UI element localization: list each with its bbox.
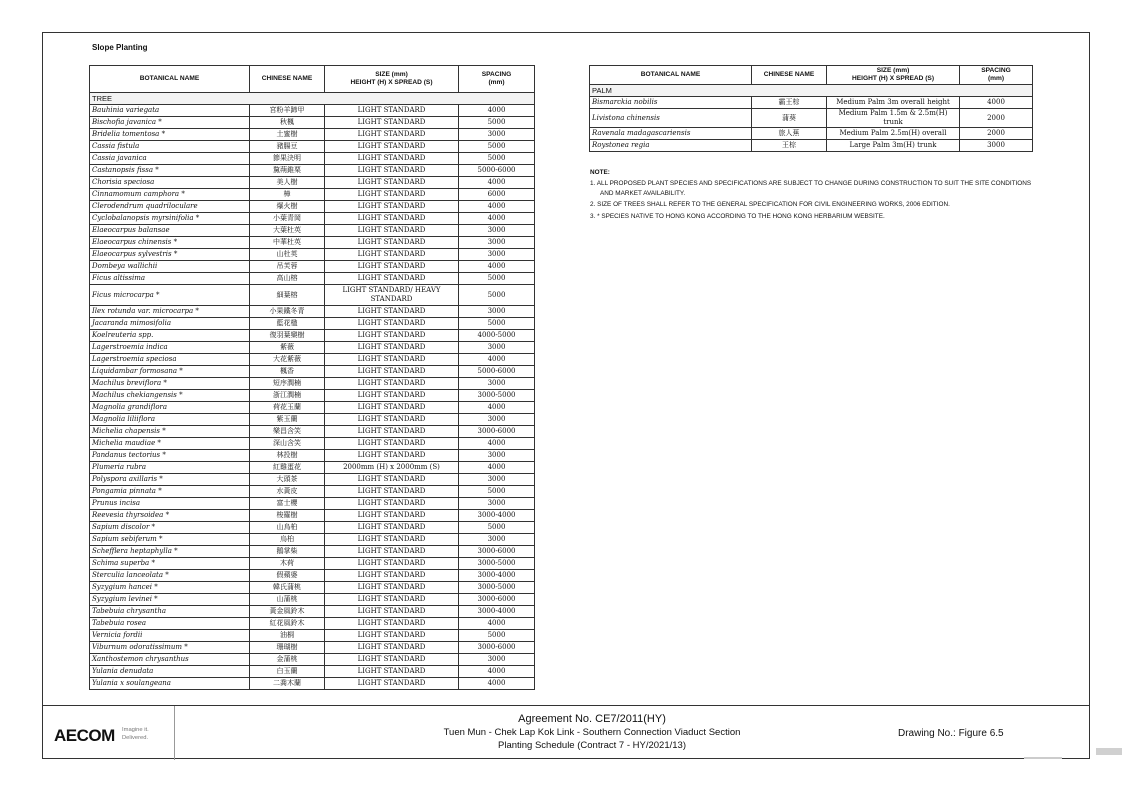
chinese-name-cell: 富士櫻 [250, 498, 325, 510]
size-cell: LIGHT STANDARD [325, 261, 459, 273]
botanical-name-cell: Ravenala madagascariensis [590, 128, 752, 140]
tree-row [90, 165, 535, 177]
chinese-name-cell: 紅花風鈴木 [250, 618, 325, 630]
palm-row [590, 109, 1033, 128]
botanical-name-cell: Cassia javanica [90, 153, 250, 165]
botanical-name-cell: Prunus incisa [90, 498, 250, 510]
page-title: Slope Planting [92, 43, 148, 52]
chinese-name-cell: 王棕 [752, 140, 827, 152]
size-cell: LIGHT STANDARD [325, 558, 459, 570]
scale-mark [1024, 757, 1062, 759]
group-row-palm: PALM [590, 85, 1033, 97]
chinese-name-cell: 豬腸豆 [250, 141, 325, 153]
spacing-cell: 3000 [459, 378, 535, 390]
spacing-cell: 3000-6000 [459, 642, 535, 654]
tree-row [90, 129, 535, 141]
botanical-name-cell: Dombeya wallichii [90, 261, 250, 273]
chinese-name-cell: 大葉杜英 [250, 225, 325, 237]
tree-row [90, 570, 535, 582]
tree-row [90, 522, 535, 534]
tree-row [90, 390, 535, 402]
col-botanical: BOTANICAL NAME [590, 66, 752, 85]
size-cell: LIGHT STANDARD [325, 306, 459, 318]
tree-row [90, 330, 535, 342]
col-spacing: SPACING (mm) [459, 66, 535, 93]
botanical-name-cell: Schima superba * [90, 558, 250, 570]
chinese-name-cell: 山烏桕 [250, 522, 325, 534]
size-cell: LIGHT STANDARD [325, 522, 459, 534]
notes-title: NOTE: [590, 169, 610, 176]
tree-row [90, 141, 535, 153]
tree-row [90, 510, 535, 522]
botanical-name-cell: Ficus altissima [90, 273, 250, 285]
spacing-cell: 4000 [459, 201, 535, 213]
size-cell: LIGHT STANDARD [325, 606, 459, 618]
tree-row [90, 117, 535, 129]
spacing-cell: 4000 [459, 402, 535, 414]
spacing-cell: 5000 [459, 486, 535, 498]
botanical-name-cell: Syzygium hancei * [90, 582, 250, 594]
botanical-name-cell: Polyspora axillaris * [90, 474, 250, 486]
chinese-name-cell: 二喬木蘭 [250, 678, 325, 690]
agreement-number: Agreement No. CE7/2011(HY) [518, 713, 666, 725]
spacing-cell: 5000 [459, 285, 535, 306]
botanical-name-cell: Sapium discolor * [90, 522, 250, 534]
size-cell: LIGHT STANDARD [325, 165, 459, 177]
chinese-name-cell: 林投樹 [250, 450, 325, 462]
col-size: SIZE (mm) HEIGHT (H) X SPREAD (S) [325, 66, 459, 93]
chinese-name-cell: 大花紫薇 [250, 354, 325, 366]
tree-row [90, 594, 535, 606]
botanical-name-cell: Ilex rotunda var. microcarpa * [90, 306, 250, 318]
chinese-name-cell: 樟 [250, 189, 325, 201]
size-cell: LIGHT STANDARD [325, 438, 459, 450]
botanical-name-cell: Magnolia liliiflora [90, 414, 250, 426]
botanical-name-cell: Chorisia speciosa [90, 177, 250, 189]
botanical-name-cell: Pongamia pinnata * [90, 486, 250, 498]
tree-row [90, 630, 535, 642]
tree-row [90, 318, 535, 330]
size-cell: LIGHT STANDARD [325, 213, 459, 225]
chinese-name-cell: 宮粉羊蹄甲 [250, 105, 325, 117]
spacing-cell: 3000 [459, 306, 535, 318]
chinese-name-cell: 韓氏蒲桃 [250, 582, 325, 594]
tree-row [90, 534, 535, 546]
project-name: Tuen Mun - Chek Lap Kok Link - Southern Connection Viaduct Section [443, 727, 741, 738]
size-cell: LIGHT STANDARD [325, 642, 459, 654]
botanical-name-cell: Elaeocarpus chinensis * [90, 237, 250, 249]
chinese-name-cell: 節果決明 [250, 153, 325, 165]
col-botanical: BOTANICAL NAME [90, 66, 250, 93]
chinese-name-cell: 金蒲桃 [250, 654, 325, 666]
chinese-name-cell: 水黃皮 [250, 486, 325, 498]
spacing-cell: 4000 [960, 97, 1033, 109]
tree-row [90, 666, 535, 678]
size-cell: LIGHT STANDARD [325, 117, 459, 129]
chinese-name-cell: 鵝掌柴 [250, 546, 325, 558]
size-cell: LIGHT STANDARD [325, 666, 459, 678]
tree-row [90, 438, 535, 450]
size-cell: LIGHT STANDARD [325, 153, 459, 165]
spacing-cell: 5000 [459, 522, 535, 534]
size-cell: Medium Palm 2.5m(H) overall [827, 128, 960, 140]
botanical-name-cell: Schefflera heptaphylla * [90, 546, 250, 558]
spacing-cell: 4000 [459, 618, 535, 630]
size-cell: LIGHT STANDARD [325, 570, 459, 582]
spacing-cell: 3000 [459, 474, 535, 486]
spacing-cell: 3000-5000 [459, 390, 535, 402]
botanical-name-cell: Liquidambar formosana * [90, 366, 250, 378]
chinese-name-cell: 爆火樹 [250, 201, 325, 213]
chinese-name-cell: 油桐 [250, 630, 325, 642]
tree-row [90, 354, 535, 366]
tree-row [90, 606, 535, 618]
chinese-name-cell: 珊瑚樹 [250, 642, 325, 654]
chinese-name-cell: 山蒲桃 [250, 594, 325, 606]
size-cell: LIGHT STANDARD [325, 237, 459, 249]
botanical-name-cell: Lagerstroemia indica [90, 342, 250, 354]
size-cell: LIGHT STANDARD [325, 249, 459, 261]
title-block [42, 705, 1090, 760]
botanical-name-cell: Syzygium levinei * [90, 594, 250, 606]
size-cell: LIGHT STANDARD [325, 618, 459, 630]
drawing-number: Drawing No.: Figure 6.5 [898, 728, 1004, 739]
col-chinese: CHINESE NAME [752, 66, 827, 85]
chinese-name-cell: 短序潤楠 [250, 378, 325, 390]
tree-table-header [90, 66, 535, 93]
botanical-name-cell: Clerodendrum quadriloculare [90, 201, 250, 213]
size-cell: LIGHT STANDARD [325, 330, 459, 342]
chinese-name-cell: 秋楓 [250, 117, 325, 129]
chinese-name-cell: 小果鐵冬青 [250, 306, 325, 318]
tree-row [90, 678, 535, 690]
spacing-cell: 5000 [459, 153, 535, 165]
tree-row [90, 642, 535, 654]
spacing-cell: 6000 [459, 189, 535, 201]
botanical-name-cell: Vernicia fordii [90, 630, 250, 642]
size-cell: LIGHT STANDARD [325, 546, 459, 558]
size-cell: LIGHT STANDARD [325, 141, 459, 153]
size-cell: LIGHT STANDARD [325, 486, 459, 498]
botanical-name-cell: Roystonea regia [590, 140, 752, 152]
chinese-name-cell: 紫薇 [250, 342, 325, 354]
spacing-cell: 4000 [459, 261, 535, 273]
chinese-name-cell: 假蘋婆 [250, 570, 325, 582]
chinese-name-cell: 烏桕 [250, 534, 325, 546]
tree-row [90, 189, 535, 201]
spacing-cell: 5000 [459, 630, 535, 642]
title-block-divider [174, 706, 175, 760]
size-cell: LIGHT STANDARD [325, 129, 459, 141]
chinese-name-cell: 土蜜樹 [250, 129, 325, 141]
size-cell: LIGHT STANDARD [325, 474, 459, 486]
botanical-name-cell: Cassia fistula [90, 141, 250, 153]
spacing-cell: 3000 [459, 237, 535, 249]
tree-row [90, 273, 535, 285]
botanical-name-cell: Cyclobalanopsis myrsinifolia * [90, 213, 250, 225]
botanical-name-cell: Tabebuia rosea [90, 618, 250, 630]
spacing-cell: 3000 [459, 534, 535, 546]
size-cell: LIGHT STANDARD [325, 678, 459, 690]
size-cell: LIGHT STANDARD [325, 105, 459, 117]
botanical-name-cell: Bauhinia variegata [90, 105, 250, 117]
botanical-name-cell: Magnolia grandiflora [90, 402, 250, 414]
spacing-cell: 5000-6000 [459, 165, 535, 177]
spacing-cell: 2000 [960, 128, 1033, 140]
spacing-cell: 3000-5000 [459, 582, 535, 594]
size-cell: LIGHT STANDARD/ HEAVY STANDARD [325, 285, 459, 306]
botanical-name-cell: Livistona chinensis [590, 109, 752, 128]
chinese-name-cell: 旅人蕉 [752, 128, 827, 140]
botanical-name-cell: Elaeocarpus balansae [90, 225, 250, 237]
chinese-name-cell: 木荷 [250, 558, 325, 570]
note-3: 3. * SPECIES NATIVE TO HONG KONG ACCORDING TO THE HONG KONG HERBARIUM WEBSITE. [590, 212, 885, 220]
size-cell: LIGHT STANDARD [325, 318, 459, 330]
palm-row [590, 140, 1033, 152]
schedule-name: Planting Schedule (Contract 7 - HY/2021/13) [498, 740, 686, 751]
spacing-cell: 5000-6000 [459, 366, 535, 378]
botanical-name-cell: Bridelia tomentosa * [90, 129, 250, 141]
tree-row [90, 498, 535, 510]
tree-row [90, 414, 535, 426]
size-cell: Large Palm 3m(H) trunk [827, 140, 960, 152]
note-1-continued: AND MARKET AVAILABILITY. [600, 189, 686, 197]
spacing-cell: 4000 [459, 354, 535, 366]
chinese-name-cell: 白玉蘭 [250, 666, 325, 678]
chinese-name-cell: 紫玉蘭 [250, 414, 325, 426]
botanical-name-cell: Sterculia lanceolata * [90, 570, 250, 582]
botanical-name-cell: Viburnum odoratissimum * [90, 642, 250, 654]
note-2: 2. SIZE OF TREES SHALL REFER TO THE GENERAL SPECIFICATION FOR CIVIL ENGINEERING WORKS, 2006 EDITION. [590, 201, 950, 208]
size-cell: LIGHT STANDARD [325, 342, 459, 354]
spacing-cell: 3000 [459, 342, 535, 354]
botanical-name-cell: Michelia chapensis * [90, 426, 250, 438]
botanical-name-cell: Yulania denudata [90, 666, 250, 678]
size-cell: LIGHT STANDARD [325, 402, 459, 414]
chinese-name-cell: 高山榕 [250, 273, 325, 285]
chinese-name-cell: 荷花玉蘭 [250, 402, 325, 414]
botanical-name-cell: Reevesia thyrsoidea * [90, 510, 250, 522]
size-cell: LIGHT STANDARD [325, 534, 459, 546]
botanical-name-cell: Tabebuia chrysantha [90, 606, 250, 618]
tree-row [90, 201, 535, 213]
chinese-name-cell: 楓香 [250, 366, 325, 378]
chinese-name-cell: 美人樹 [250, 177, 325, 189]
spacing-cell: 3000-6000 [459, 546, 535, 558]
spacing-cell: 3000 [960, 140, 1033, 152]
size-cell: LIGHT STANDARD [325, 498, 459, 510]
spacing-cell: 3000 [459, 249, 535, 261]
tree-row [90, 261, 535, 273]
botanical-name-cell: Sapium sebiferum * [90, 534, 250, 546]
botanical-name-cell: Pandanus tectorius * [90, 450, 250, 462]
tree-row [90, 462, 535, 474]
notes-block [590, 167, 1060, 222]
spacing-cell: 3000-5000 [459, 558, 535, 570]
size-cell: LIGHT STANDARD [325, 426, 459, 438]
tree-row [90, 486, 535, 498]
col-spacing: SPACING (mm) [960, 66, 1033, 85]
spacing-cell: 5000 [459, 141, 535, 153]
spacing-cell: 4000 [459, 678, 535, 690]
chinese-name-cell: 梭羅樹 [250, 510, 325, 522]
size-cell: LIGHT STANDARD [325, 630, 459, 642]
botanical-name-cell: Machilus breviflora * [90, 378, 250, 390]
tree-row [90, 153, 535, 165]
botanical-name-cell: Bischofia javanica * [90, 117, 250, 129]
size-cell: LIGHT STANDARD [325, 450, 459, 462]
botanical-name-cell: Ficus microcarpa * [90, 285, 250, 306]
project-info [342, 712, 842, 752]
size-cell: LIGHT STANDARD [325, 390, 459, 402]
size-cell: Medium Palm 3m overall height [827, 97, 960, 109]
botanical-name-cell: Bismarckia nobilis [590, 97, 752, 109]
chinese-name-cell: 復羽葉欒樹 [250, 330, 325, 342]
chinese-name-cell: 中華杜英 [250, 237, 325, 249]
size-cell: Medium Palm 1.5m & 2.5m(H) trunk [827, 109, 960, 128]
tree-row [90, 654, 535, 666]
tree-row [90, 618, 535, 630]
tree-row [90, 582, 535, 594]
size-cell: LIGHT STANDARD [325, 366, 459, 378]
tree-row [90, 450, 535, 462]
size-cell: LIGHT STANDARD [325, 273, 459, 285]
botanical-name-cell: Cinnamomum camphora * [90, 189, 250, 201]
col-chinese: CHINESE NAME [250, 66, 325, 93]
spacing-cell: 3000-6000 [459, 426, 535, 438]
chinese-name-cell: 深山含笑 [250, 438, 325, 450]
size-cell: LIGHT STANDARD [325, 654, 459, 666]
chinese-name-cell: 黃金風鈴木 [250, 606, 325, 618]
tree-row [90, 546, 535, 558]
spacing-cell: 3000-6000 [459, 594, 535, 606]
spacing-cell: 3000-4000 [459, 606, 535, 618]
tree-row [90, 237, 535, 249]
palm-row [590, 97, 1033, 109]
botanical-name-cell: Yulania x soulangeana [90, 678, 250, 690]
spacing-cell: 3000-4000 [459, 570, 535, 582]
botanical-name-cell: Jacaranda mimosifolia [90, 318, 250, 330]
palm-row [590, 128, 1033, 140]
note-1: 1. ALL PROPOSED PLANT SPECIES AND SPECIFICATIONS ARE SUBJECT TO CHANGE DURING CONSTRUCTION TO SUIT THE SITE CONDITIONS [590, 179, 1032, 187]
chinese-name-cell: 樂昌含笑 [250, 426, 325, 438]
botanical-name-cell: Elaeocarpus sylvestris * [90, 249, 250, 261]
chinese-name-cell: 山杜英 [250, 249, 325, 261]
palm-schedule-table [589, 65, 1033, 152]
botanical-name-cell: Castanopsis fissa * [90, 165, 250, 177]
spacing-cell: 4000-5000 [459, 330, 535, 342]
botanical-name-cell: Machilus chekiangensis * [90, 390, 250, 402]
spacing-cell: 3000 [459, 225, 535, 237]
tree-row [90, 342, 535, 354]
spacing-cell: 4000 [459, 462, 535, 474]
chinese-name-cell: 細葉榕 [250, 285, 325, 306]
spacing-cell: 4000 [459, 213, 535, 225]
tree-row [90, 285, 535, 306]
spacing-cell: 5000 [459, 117, 535, 129]
tree-row [90, 378, 535, 390]
botanical-name-cell: Xanthostemon chrysanthus [90, 654, 250, 666]
group-row-tree: TREE [90, 93, 535, 105]
botanical-name-cell: Lagerstroemia speciosa [90, 354, 250, 366]
chinese-name-cell: 小葉青岡 [250, 213, 325, 225]
tree-schedule-table [89, 65, 535, 690]
tree-row [90, 213, 535, 225]
tree-row [90, 558, 535, 570]
spacing-cell: 3000 [459, 129, 535, 141]
size-cell: LIGHT STANDARD [325, 594, 459, 606]
chinese-name-cell: 浙江潤楠 [250, 390, 325, 402]
chinese-name-cell: 霸王棕 [752, 97, 827, 109]
spacing-cell: 4000 [459, 438, 535, 450]
botanical-name-cell: Plumeria rubra [90, 462, 250, 474]
size-cell: LIGHT STANDARD [325, 177, 459, 189]
size-cell: 2000mm (H) x 2000mm (S) [325, 462, 459, 474]
size-cell: LIGHT STANDARD [325, 582, 459, 594]
spacing-cell: 3000-4000 [459, 510, 535, 522]
spacing-cell: 4000 [459, 105, 535, 117]
size-cell: LIGHT STANDARD [325, 225, 459, 237]
spacing-cell: 5000 [459, 273, 535, 285]
chinese-name-cell: 黧蒴錐栗 [250, 165, 325, 177]
tree-row [90, 105, 535, 117]
tree-row [90, 426, 535, 438]
chinese-name-cell: 蒲葵 [752, 109, 827, 128]
chinese-name-cell: 藍花楹 [250, 318, 325, 330]
spacing-cell: 4000 [459, 177, 535, 189]
size-cell: LIGHT STANDARD [325, 510, 459, 522]
size-cell: LIGHT STANDARD [325, 378, 459, 390]
size-cell: LIGHT STANDARD [325, 189, 459, 201]
tree-row [90, 225, 535, 237]
tree-row [90, 474, 535, 486]
spacing-cell: 3000 [459, 414, 535, 426]
tree-row [90, 306, 535, 318]
spacing-cell: 3000 [459, 450, 535, 462]
aecom-logo: AECOM [54, 726, 115, 745]
spacing-cell: 2000 [960, 109, 1033, 128]
spacing-cell: 3000 [459, 498, 535, 510]
corner-mark [1096, 748, 1122, 755]
palm-table-header [590, 66, 1033, 85]
size-cell: LIGHT STANDARD [325, 354, 459, 366]
spacing-cell: 5000 [459, 318, 535, 330]
tree-row [90, 402, 535, 414]
chinese-name-cell: 大頭茶 [250, 474, 325, 486]
tree-row [90, 366, 535, 378]
botanical-name-cell: Michelia maudiae * [90, 438, 250, 450]
size-cell: LIGHT STANDARD [325, 201, 459, 213]
size-cell: LIGHT STANDARD [325, 414, 459, 426]
tree-row [90, 249, 535, 261]
col-size: SIZE (mm) HEIGHT (H) X SPREAD (S) [827, 66, 960, 85]
botanical-name-cell: Koelreuteria spp. [90, 330, 250, 342]
spacing-cell: 4000 [459, 666, 535, 678]
tree-row [90, 177, 535, 189]
chinese-name-cell: 紅雞蛋花 [250, 462, 325, 474]
chinese-name-cell: 吊芙蓉 [250, 261, 325, 273]
spacing-cell: 3000 [459, 654, 535, 666]
logo-tagline: Imagine it. Delivered. [122, 727, 149, 741]
